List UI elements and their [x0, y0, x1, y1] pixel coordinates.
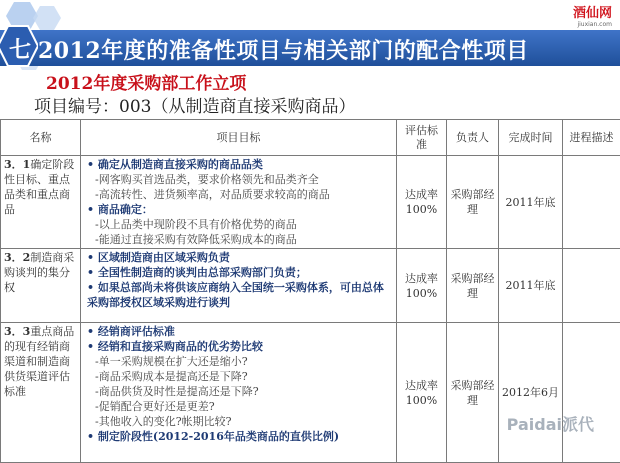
row-standard: 达成率100%: [397, 323, 447, 463]
row-number: 3．2: [4, 251, 30, 264]
goal-bullet: • 确定从制造商直接采购的商品品类: [87, 157, 393, 172]
goal-subitem: -单一采购规模在扩大还是缩小?: [87, 354, 393, 369]
row-time: 2012年6月: [499, 323, 563, 463]
col-header-owner: 负责人: [447, 120, 499, 156]
goal-subitem: -促销配合更好还是更差?: [87, 399, 393, 414]
page-title: 2012年度的准备性项目与相关部门的配合性项目: [38, 34, 529, 65]
goal-bullet: • 如果总部尚未将供该应商纳入全国统一采购体系，可由总体采购部授权区域采购进行谈判: [87, 280, 393, 310]
goal-subitem: -商品采购成本是提高还是下降?: [87, 369, 393, 384]
goal-bullet: • 区域制造商由区域采购负责: [87, 250, 393, 265]
section-heading: 2012年度采购部工作立项: [46, 69, 246, 94]
goal-subitem: -商品供货及时性是提高还是下降?: [87, 384, 393, 399]
section-number: 七: [9, 33, 31, 64]
table-row: [1, 156, 620, 249]
row-standard: 达成率100%: [397, 249, 447, 323]
goal-bullet: • 制定阶段性(2012-2016年品类商品的直供比例): [87, 429, 393, 444]
goal-bullet: • 经销和直接采购商品的优劣势比较: [87, 339, 393, 354]
row-name-cell: [1, 323, 81, 463]
col-header-goal: 项目目标: [81, 120, 397, 156]
row-name: 制造商采购谈判的集分权: [4, 251, 74, 294]
row-time: 2011年底: [499, 249, 563, 323]
table-row: [1, 323, 620, 463]
row-progress: [563, 249, 620, 323]
row-name: 重点商品的现有经销商渠道和制造商供货渠道评估标准: [4, 325, 74, 398]
goal-subitem: -其他收入的变化?帐期比较?: [87, 414, 393, 429]
brand-logo: [573, 2, 612, 28]
col-header-progress: 进程描述: [563, 120, 620, 156]
col-header-name: 名称: [1, 120, 81, 156]
row-goal-cell: [81, 249, 397, 323]
col-header-time: 完成时间: [499, 120, 563, 156]
project-number: 项目编号：003（从制造商直接采购商品）: [34, 92, 355, 117]
row-number: 3．1: [4, 158, 30, 171]
row-name: 确定阶段性目标、重点品类和重点商品: [4, 158, 74, 216]
goal-subitem: -以上品类中现阶段不具有价格优势的商品: [87, 217, 393, 232]
logo-text: 酒仙网: [573, 6, 612, 21]
row-goal-cell: [81, 156, 397, 249]
row-progress: [563, 156, 620, 249]
row-owner: 采购部经理: [447, 249, 499, 323]
goal-subitem: -能通过直接采购有效降低采购成本的商品: [87, 232, 393, 247]
row-number: 3．3: [4, 325, 30, 338]
logo-subtext: jiuxian.com: [573, 21, 612, 28]
title-bar: [0, 30, 620, 66]
row-standard: 达成率100%: [397, 156, 447, 249]
row-name-cell: [1, 156, 81, 249]
row-owner: 采购部经理: [447, 156, 499, 249]
row-progress: [563, 323, 620, 463]
table-row: [1, 249, 620, 323]
row-time: 2011年底: [499, 156, 563, 249]
goal-bullet: • 全国性制造商的谈判由总部采购部门负责；: [87, 265, 393, 280]
row-goal-cell: [81, 323, 397, 463]
row-name-cell: [1, 249, 81, 323]
row-owner: 采购部经理: [447, 323, 499, 463]
watermark: Paidai派代: [507, 412, 594, 435]
table-header-row: [1, 120, 620, 156]
goal-bullet: • 商品确定：: [87, 202, 393, 217]
col-header-standard: 评估标准: [397, 120, 447, 156]
goal-subitem: -高流转性、进货频率高，对品质要求较高的商品: [87, 187, 393, 202]
goal-subitem: -网客购买首选品类，要求价格领先和品类齐全: [87, 172, 393, 187]
goal-bullet: • 经销商评估标准: [87, 324, 393, 339]
